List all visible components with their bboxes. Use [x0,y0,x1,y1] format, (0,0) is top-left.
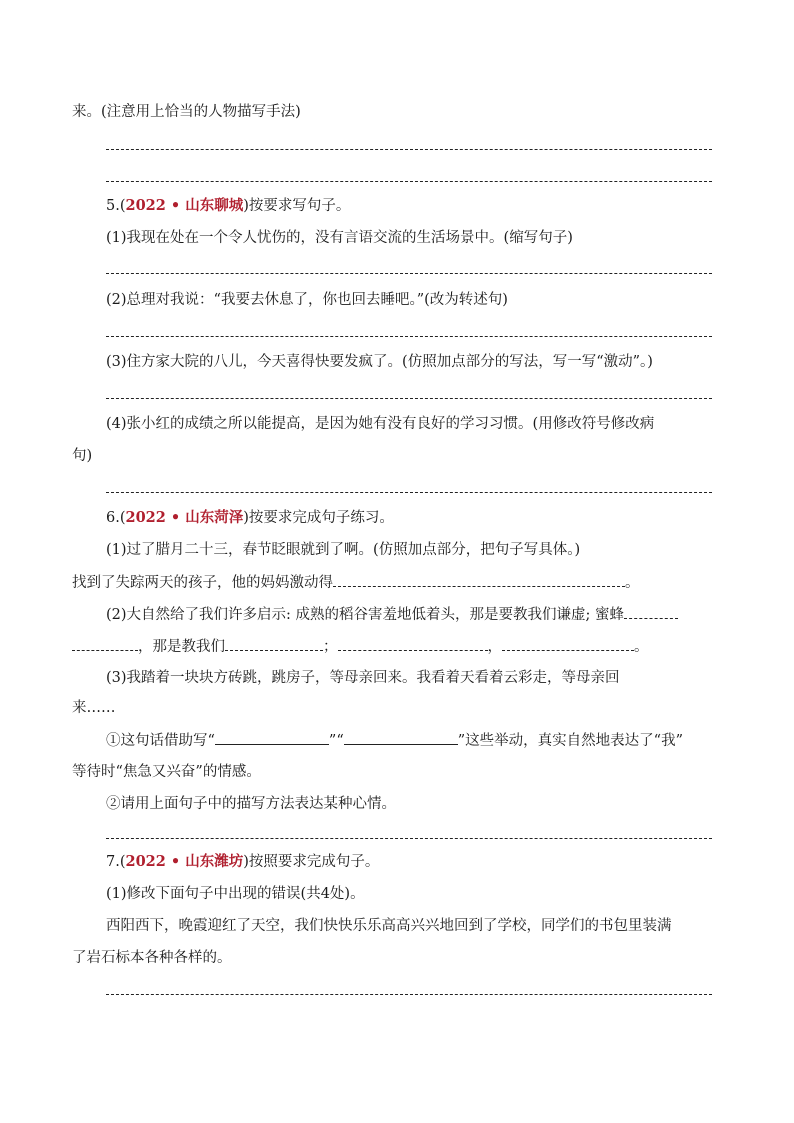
fill-blank[interactable] [344,730,458,745]
fill-blank[interactable] [502,636,634,651]
answer-line[interactable] [106,149,712,150]
sentence-text: ，那是教我们 [138,639,225,655]
answer-line[interactable] [106,336,712,337]
fill-blank[interactable] [215,730,329,745]
question-title: )按要求写句子。 [243,198,351,214]
q6-sub-1-line2: 等待时“焦急又兴奋”的情感。 [72,764,261,780]
answer-line[interactable] [106,838,712,839]
sentence-text: (2)大自然给了我们许多启示: 成熟的稻谷害羞地低着头，那是要教我们谦虚; 蜜蜂 [106,607,625,623]
q6-part-2-line2 [72,636,649,657]
question-number: 7.( [106,854,126,870]
question-6-heading [106,508,394,528]
fill-blank[interactable] [333,572,625,587]
punctuation: 。 [634,639,649,655]
question-7-heading [106,852,379,872]
q6-part-2-line1 [106,604,678,625]
answer-line[interactable] [106,398,712,399]
q6-part-1-sentence [72,572,640,593]
prev-question-tail: 来。(注意用上恰当的人物描写手法) [72,104,301,120]
q5-part-4-line1: (4)张小红的成绩之所以能提高，是因为她有没有良好的学习习惯。(用修改符号修改病 [106,416,655,432]
punctuation: ， [487,639,502,655]
question-5-heading [106,196,350,216]
answer-line[interactable] [106,273,712,274]
answer-line[interactable] [106,181,712,182]
source-tag: 2022 • 山东聊城 [125,197,244,214]
sentence-text: 找到了失踪两天的孩子，他的妈妈激动得 [72,575,333,591]
q6-sub-1-line1 [106,730,683,751]
punctuation: 。 [625,575,640,591]
fill-blank[interactable] [225,636,323,651]
q5-part-3: (3)住方家大院的八儿，今天喜得快要发疯了。(仿照加点部分的写法，写一写“激动”。) [106,354,653,370]
q6-part-1: (1)过了腊月二十三，春节眨眼就到了啊。(仿照加点部分，把句子写具体。) [106,542,581,558]
punctuation: ； [323,639,338,655]
source-tag: 2022 • 山东菏泽 [125,509,244,526]
q6-part-3-line1: (3)我踏着一块块方砖跳，跳房子，等母亲回来。我看着天看着云彩走，等母亲回 [106,670,620,686]
source-tag: 2022 • 山东潍坊 [125,853,244,870]
fill-blank[interactable] [624,604,678,619]
q7-sentence-line2: 了岩石标本各种各样的。 [72,950,232,966]
punctuation: ”“ [328,733,344,749]
fill-blank[interactable] [72,636,138,651]
fill-blank[interactable] [338,636,488,651]
question-number: 6.( [106,510,126,526]
question-number: 5.( [106,198,126,214]
q5-part-2: (2)总理对我说：“我要去休息了，你也回去睡吧。”(改为转述句) [106,292,508,308]
sentence-text: ①这句话借助写“ [106,733,215,749]
q7-part-1: (1)修改下面句子中出现的错误(共4处)。 [106,886,365,902]
q5-part-4-line2: 句) [72,448,93,464]
q7-sentence-line1: 西阳西下，晚霞迎红了天空，我们快快乐乐高高兴兴地回到了学校，同学们的书包里装满 [106,918,672,934]
q6-part-3-line2: 来…… [72,700,116,716]
answer-line[interactable] [106,492,712,493]
question-title: )按照要求完成句子。 [243,854,380,870]
q6-sub-2: ②请用上面句子中的描写方法表达某种心情。 [106,796,396,812]
q5-part-1: (1)我现在处在一个令人忧伤的，没有言语交流的生活场景中。(缩写句子) [106,230,573,246]
answer-line[interactable] [106,994,712,995]
sentence-text: ”这些举动，真实自然地表达了“我” [457,733,683,749]
question-title: )按要求完成句子练习。 [243,510,394,526]
